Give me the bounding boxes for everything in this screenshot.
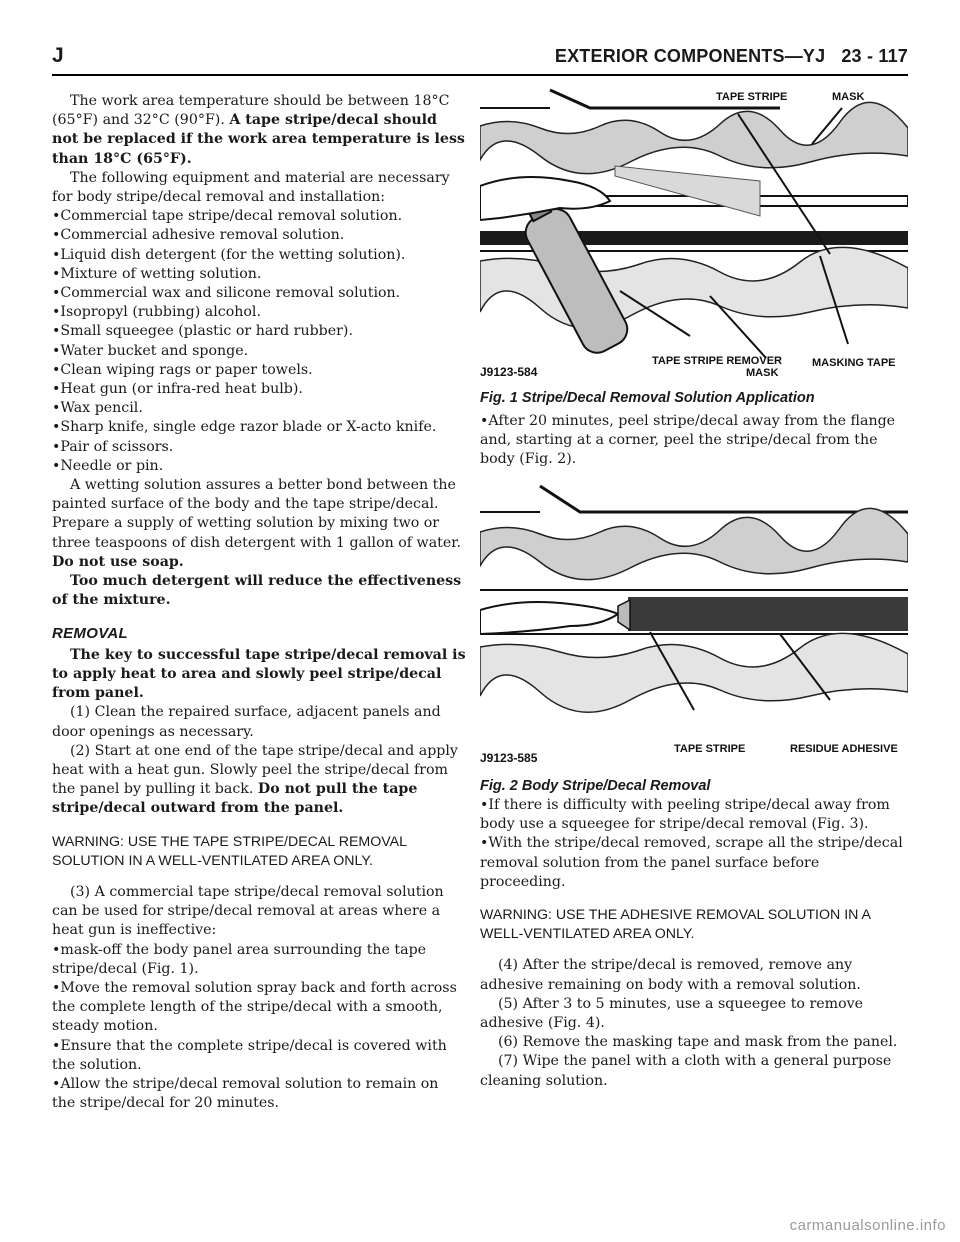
step-3: (3) A commercial tape stripe/decal removal solution can be used for stripe/decal removal at areas where a heat gun is ineffective: bbox=[52, 883, 444, 939]
list-item: •Allow the stripe/decal removal solution to remain on the stripe/decal for 20 minutes. bbox=[52, 1075, 439, 1112]
header-right bbox=[539, 46, 908, 67]
header-page-number: 23 - 117 bbox=[841, 46, 908, 66]
list-item: •Commercial adhesive removal solution. bbox=[52, 227, 345, 244]
step-2: (2) Start at one end of the tape stripe/decal and apply heat with a heat gun. Slowly peel the stripe/decal from the panel by pulling it back. Do not pull the tape stripe/decal outward from the panel. bbox=[52, 742, 458, 817]
figure-2 bbox=[480, 482, 908, 794]
temperature-paragraph: The work area temperature should be between 18°C (65°F) and 32°C (90°F). A tape stripe/decal should not be replaced if the work area temperature is less than 18°C (65°F). bbox=[52, 93, 465, 167]
right-column-block-b bbox=[480, 796, 908, 1091]
step-7: (7) Wipe the panel with a cloth with a general purpose cleaning solution. bbox=[480, 1053, 892, 1089]
watermark: carmanualsonline.info bbox=[789, 1217, 946, 1234]
step-4: (4) After the stripe/decal is removed, remove any adhesive remaining on body with a removal solution. bbox=[480, 957, 861, 993]
removal-key-paragraph: The key to successful tape stripe/decal removal is to apply heat to area and slowly peel stripe/decal from panel. bbox=[52, 646, 466, 702]
list-item: •Isopropyl (rubbing) alcohol. bbox=[52, 304, 261, 321]
figure-1-illustration bbox=[480, 86, 908, 386]
figure-1 bbox=[480, 86, 908, 406]
right-column-block-a bbox=[480, 412, 908, 470]
list-item: •Needle or pin. bbox=[52, 457, 164, 474]
list-item: •Wax pencil. bbox=[52, 400, 143, 417]
detergent-note: Too much detergent will reduce the effectiveness of the mixture. bbox=[52, 573, 462, 609]
equipment-intro: The following equipment and material are necessary for body stripe/decal removal and installation: bbox=[52, 169, 450, 206]
figure-1-label-mask: MASK bbox=[832, 91, 865, 103]
figure-2-caption: Fig. 2 Body Stripe/Decal Removal bbox=[480, 778, 711, 794]
list-item: •Water bucket and sponge. bbox=[52, 342, 249, 359]
list-item: •Commercial tape stripe/decal removal solution. bbox=[52, 208, 403, 225]
warning-adhesive-solution: WARNING: USE THE ADHESIVE REMOVAL SOLUTION IN A WELL-VENTILATED AREA ONLY. bbox=[480, 907, 871, 943]
list-item: •mask-off the body panel area surrounding the tape stripe/decal (Fig. 1). bbox=[52, 941, 427, 977]
figure-1-label-mask-bottom: MASK bbox=[746, 367, 779, 379]
list-item: •After 20 minutes, peel stripe/decal away from the flange and, starting at a corner, peel the stripe/decal from the body (Fig. 2). bbox=[480, 413, 896, 468]
header-manual-letter: J bbox=[52, 44, 64, 67]
figure-1-code: J9123-584 bbox=[480, 365, 538, 379]
equipment-list bbox=[52, 207, 466, 476]
left-column bbox=[52, 92, 466, 1113]
step-3-list bbox=[52, 941, 466, 1114]
step-6: (6) Remove the masking tape and mask from the panel. bbox=[498, 1034, 898, 1051]
list-item: •Small squeegee (plastic or hard rubber). bbox=[52, 323, 353, 340]
list-item: •Move the removal solution spray back and forth across the complete length of the stripe/decal with a smooth, steady motion. bbox=[52, 979, 457, 1035]
list-item: •Commercial wax and silicone removal solution. bbox=[52, 285, 401, 302]
wetting-solution-paragraph: A wetting solution assures a better bond between the painted surface of the body and the tape stripe/decal. Prepare a supply of wetting solution by mixing two or three teaspoons of dish detergent with 1 gallon of water. Do not use soap. bbox=[52, 477, 461, 570]
warning-removal-solution: WARNING: USE THE TAPE STRIPE/DECAL REMOVAL SOLUTION IN A WELL-VENTILATED AREA ONLY. bbox=[52, 833, 407, 869]
figure-1-caption: Fig. 1 Stripe/Decal Removal Solution Application bbox=[480, 390, 815, 406]
list-item: •Sharp knife, single edge razor blade or X-acto knife. bbox=[52, 419, 437, 436]
figure-2-label-tape-stripe: TAPE STRIPE bbox=[674, 743, 746, 755]
step-1: (1) Clean the repaired surface, adjacent panels and door openings as necessary. bbox=[52, 704, 441, 740]
list-item: •Liquid dish detergent (for the wetting solution). bbox=[52, 246, 406, 263]
figure-2-illustration bbox=[480, 482, 908, 774]
figure-2-code: J9123-585 bbox=[480, 751, 538, 765]
list-item: •Mixture of wetting solution. bbox=[52, 265, 262, 282]
list-item: •With the stripe/decal removed, scrape all the stripe/decal removal solution from the panel surface before proceeding. bbox=[480, 835, 903, 890]
list-item: •Ensure that the complete stripe/decal is covered with the solution. bbox=[52, 1037, 447, 1073]
figure-1-label-masking-tape: MASKING TAPE bbox=[812, 357, 896, 369]
list-item: •Pair of scissors. bbox=[52, 438, 174, 455]
figure-1-label-tape-stripe: TAPE STRIPE bbox=[716, 91, 788, 103]
list-item: •If there is difficulty with peeling stripe/decal away from body use a squeegee for stripe/decal removal (Fig. 3). bbox=[480, 797, 890, 833]
figure-1-label-remover: TAPE STRIPE REMOVER bbox=[652, 355, 782, 367]
list-item: •Heat gun (or infra-red heat bulb). bbox=[52, 381, 303, 398]
header-section-title: EXTERIOR COMPONENTS—YJ bbox=[554, 46, 826, 66]
figure-2-label-residue: RESIDUE ADHESIVE bbox=[790, 743, 898, 755]
step-5: (5) After 3 to 5 minutes, use a squeegee to remove adhesive (Fig. 4). bbox=[480, 995, 864, 1032]
removal-heading: REMOVAL bbox=[52, 625, 128, 643]
page-header bbox=[52, 44, 908, 76]
list-item: •Clean wiping rags or paper towels. bbox=[52, 361, 313, 378]
